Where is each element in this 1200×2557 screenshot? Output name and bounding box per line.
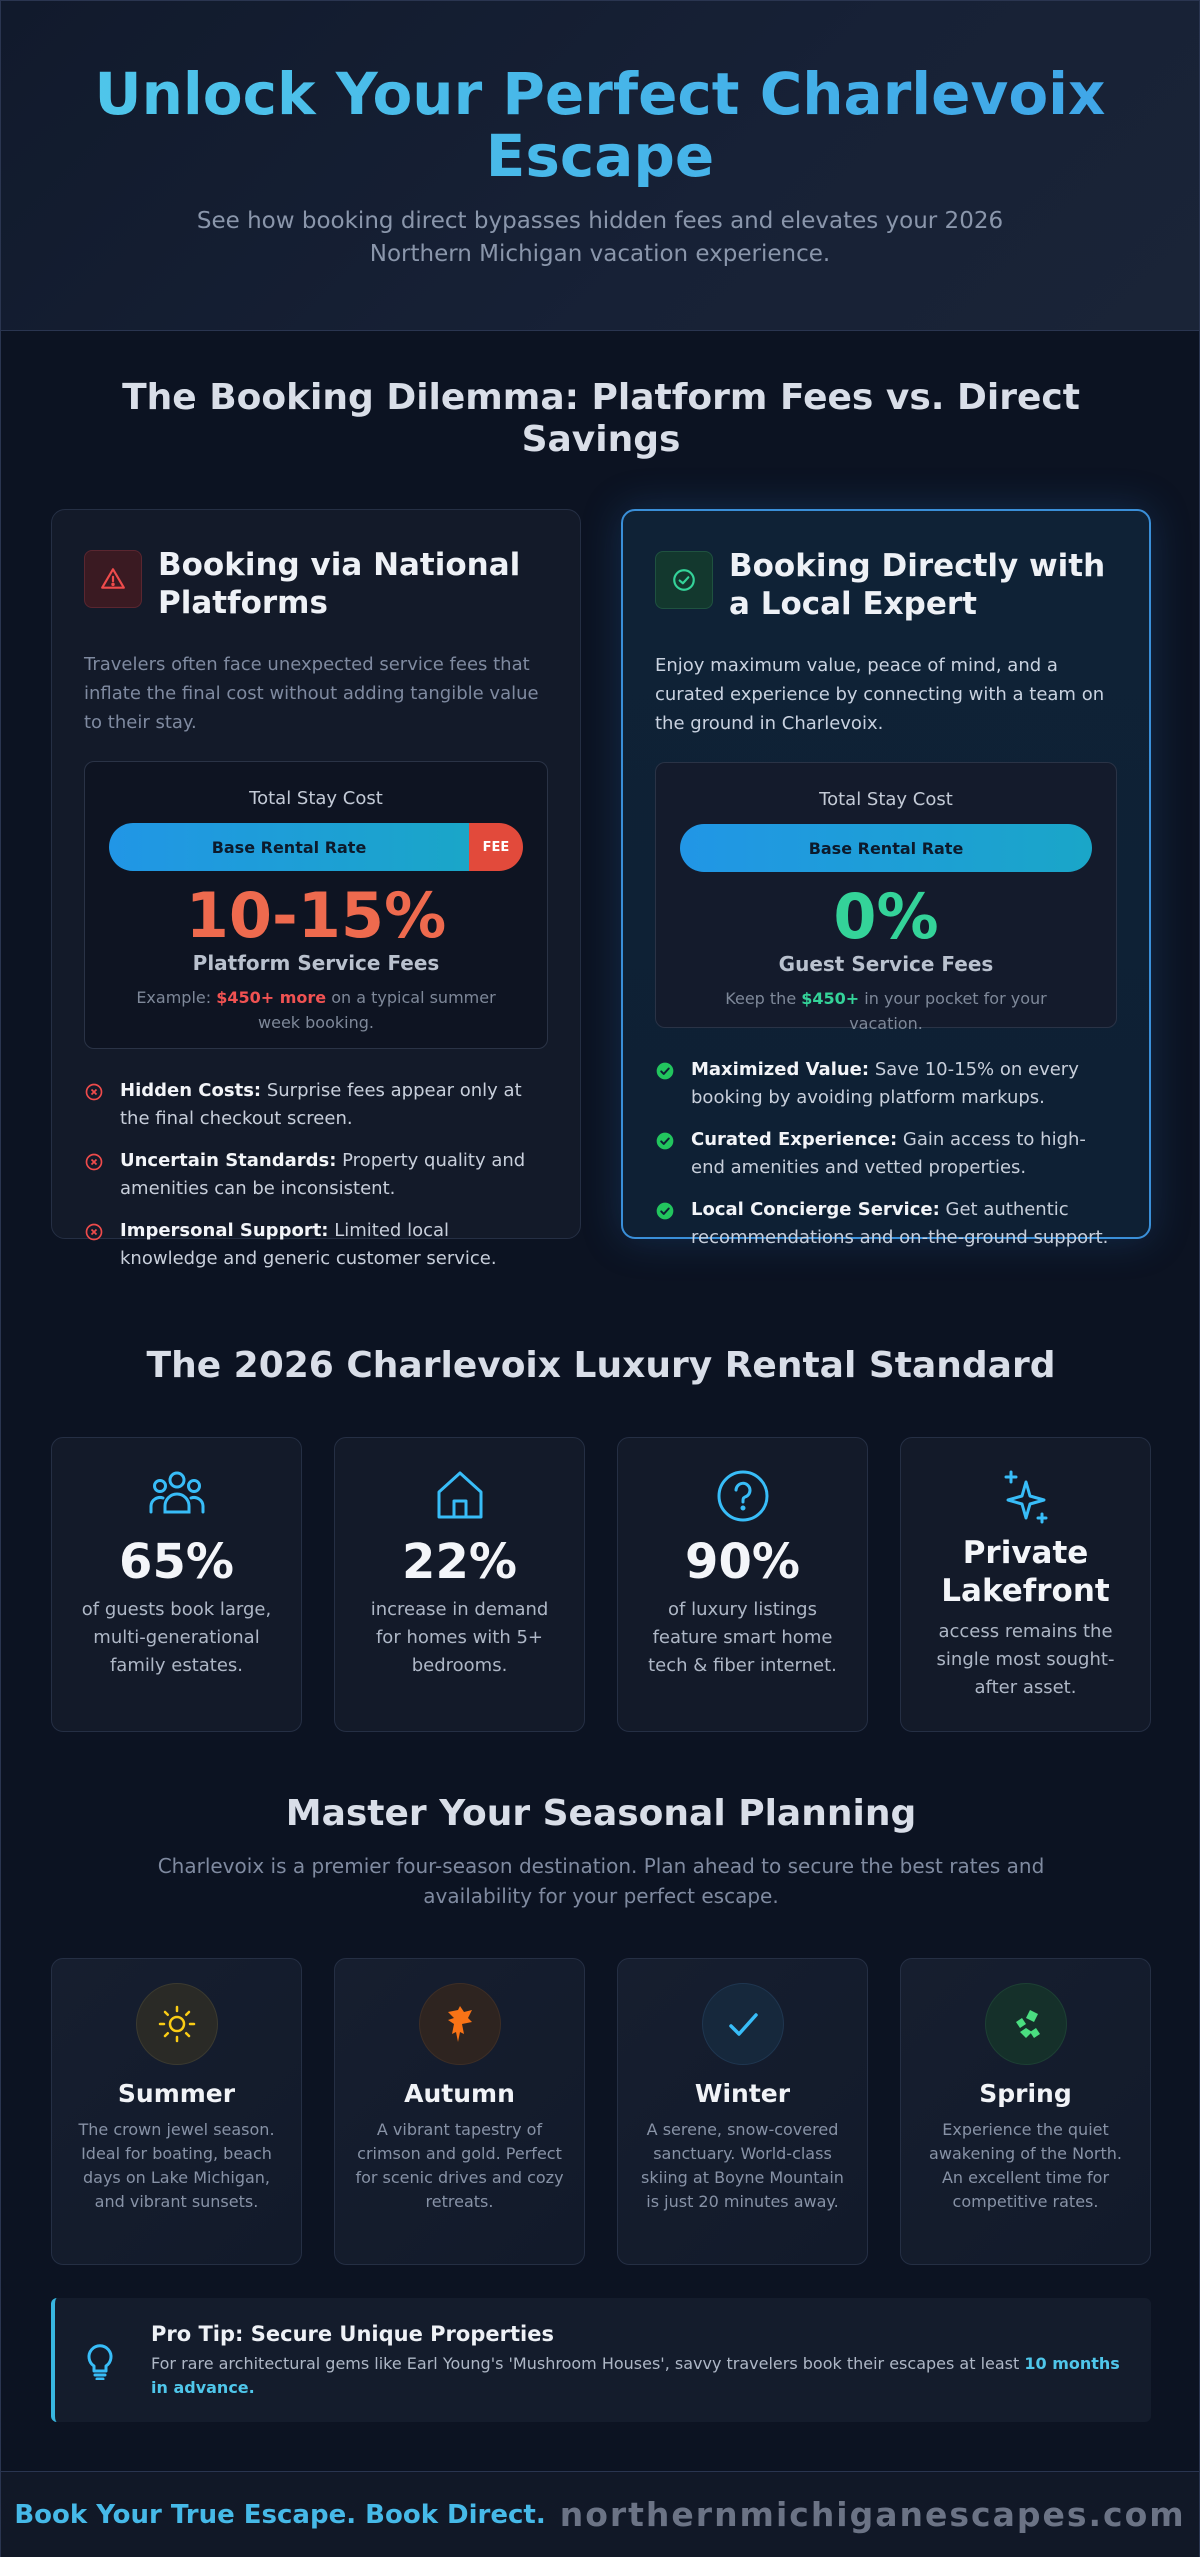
footer bbox=[1, 2471, 1199, 2557]
season-name: Summer bbox=[117, 2079, 236, 2108]
direct-cost-box bbox=[655, 762, 1117, 1033]
season-name: Spring bbox=[979, 2079, 1072, 2108]
season-description: Experience the quiet awakening of the North. An excellent time for competitive rates. bbox=[929, 2120, 1122, 2211]
sparkles-icon bbox=[901, 1468, 1150, 1524]
check-circle-icon bbox=[655, 551, 713, 609]
list-item: Maximized Value: Save 10-15% on every booking by avoiding platform markups. bbox=[655, 1056, 1117, 1112]
page-title: Unlock Your Perfect Charlevoix Escape bbox=[80, 63, 1120, 187]
fee-segment: FEE bbox=[469, 823, 523, 871]
platform-fee-example: Example: $450+ more on a typical summer week booking. bbox=[136, 988, 496, 1032]
stat-description: of guests book large, multi-generational family estates. bbox=[81, 1599, 272, 1676]
x-circle-icon bbox=[84, 1152, 104, 1172]
direct-savings-example: Keep the $450+ in your pocket for your vacation. bbox=[725, 989, 1047, 1033]
direct-fee-percent: 0% bbox=[833, 880, 939, 953]
direct-fee-label: Guest Service Fees bbox=[778, 952, 994, 976]
stat-description: of luxury listings feature smart home tech & fiber internet. bbox=[648, 1599, 837, 1676]
season-description: The crown jewel season. Ideal for boating, beach days on Lake Michigan, and vibrant sunsets. bbox=[78, 2120, 275, 2211]
hero bbox=[1, 1, 1199, 331]
direct-card-description: Enjoy maximum value, peace of mind, and a curated experience by connecting with a team on the ground in Charlevoix. bbox=[655, 655, 1105, 734]
stat-value: 65% bbox=[119, 1534, 234, 1590]
pro-tip bbox=[51, 2298, 1151, 2422]
platform-fee-percent: 10-15% bbox=[185, 879, 447, 952]
pro-tip-title: Pro Tip: Secure Unique Properties bbox=[151, 2322, 554, 2346]
season-card-autumn bbox=[334, 1958, 585, 2265]
warning-icon bbox=[84, 550, 142, 608]
check-circle-icon bbox=[655, 1061, 675, 1081]
season-name: Autumn bbox=[404, 2079, 515, 2108]
list-item: Curated Experience: Gain access to high-end amenities and vetted properties. bbox=[655, 1126, 1117, 1182]
base-rate-segment: Base Rental Rate bbox=[680, 824, 1092, 872]
check-circle-icon bbox=[655, 1131, 675, 1151]
website-link[interactable]: northernmichiganescapes.com bbox=[559, 2495, 1186, 2534]
stat-value: Private Lakefront bbox=[941, 1535, 1110, 1609]
platform-fee-label: Platform Service Fees bbox=[192, 951, 440, 975]
platform-cost-box bbox=[84, 761, 548, 1049]
users-icon bbox=[52, 1468, 301, 1524]
sun-icon bbox=[136, 1983, 218, 2065]
list-item: Local Concierge Service: Get authentic recommendations and on-the-ground support. bbox=[655, 1196, 1117, 1252]
home-icon bbox=[335, 1468, 584, 1524]
check-circle-icon bbox=[655, 1201, 675, 1221]
platform-booking-card bbox=[51, 509, 581, 1269]
direct-booking-card bbox=[621, 509, 1151, 1248]
x-circle-icon bbox=[84, 1222, 104, 1242]
footer-cta: Book Your True Escape. Book Direct. bbox=[14, 2499, 546, 2530]
x-circle-icon bbox=[84, 1082, 104, 1102]
sprout-icon bbox=[985, 1983, 1067, 2065]
dilemma-title: The Booking Dilemma: Platform Fees vs. Direct Savings bbox=[122, 377, 1080, 460]
seasons-subtitle: Charlevoix is a premier four-season destination. Plan ahead to secure the best rates and availability for your perfect escape. bbox=[157, 1854, 1045, 1908]
season-description: A serene, snow-covered sanctuary. World-class skiing at Boyne Mountain is just 20 minutes away. bbox=[641, 2120, 844, 2211]
cost-bar bbox=[680, 824, 1092, 872]
season-card-winter bbox=[617, 1958, 868, 2265]
direct-card-title: Booking Directly with a Local Expert bbox=[729, 548, 1106, 622]
question-icon bbox=[618, 1468, 867, 1524]
platform-card-description: Travelers often face unexpected service fees that inflate the final cost without adding tangible value to their stay. bbox=[84, 654, 539, 733]
platform-drawbacks-list bbox=[84, 1077, 548, 1273]
season-name: Winter bbox=[694, 2079, 791, 2108]
season-card-summer bbox=[51, 1958, 302, 2265]
stat-value: 90% bbox=[685, 1534, 800, 1590]
list-item: Uncertain Standards: Property quality and amenities can be inconsistent. bbox=[84, 1147, 548, 1203]
page-subtitle: See how booking direct bypasses hidden fees and elevates your 2026 Northern Michigan vacation experience. bbox=[196, 208, 1004, 267]
stat-description: increase in demand for homes with 5+ bedrooms. bbox=[370, 1599, 549, 1676]
cost-label: Total Stay Cost bbox=[249, 788, 383, 809]
leaf-icon bbox=[419, 1983, 501, 2065]
base-rate-segment: Base Rental Rate bbox=[109, 823, 469, 871]
check-icon bbox=[702, 1983, 784, 2065]
stat-card bbox=[51, 1437, 302, 1732]
stat-value: 22% bbox=[402, 1534, 517, 1590]
list-item: Impersonal Support: Limited local knowledge and generic customer service. bbox=[84, 1217, 548, 1273]
season-description: A vibrant tapestry of crimson and gold. Perfect for scenic drives and cozy retreats. bbox=[355, 2120, 564, 2211]
cost-label: Total Stay Cost bbox=[819, 789, 953, 810]
stat-card bbox=[334, 1437, 585, 1732]
pro-tip-text: For rare architectural gems like Earl Young's 'Mushroom Houses', savvy travelers book their escapes at least 10 months in advance. bbox=[151, 2354, 1120, 2397]
stat-card bbox=[900, 1437, 1151, 1732]
list-item: Hidden Costs: Surprise fees appear only at the final checkout screen. bbox=[84, 1077, 548, 1133]
standard-title: The 2026 Charlevoix Luxury Rental Standard bbox=[146, 1345, 1056, 1386]
season-card-spring bbox=[900, 1958, 1151, 2265]
seasons-title: Master Your Seasonal Planning bbox=[285, 1793, 917, 1834]
stat-card bbox=[617, 1437, 868, 1732]
platform-card-title: Booking via National Platforms bbox=[158, 547, 521, 621]
direct-benefits-list bbox=[655, 1056, 1117, 1252]
cost-bar bbox=[109, 823, 523, 871]
stat-description: access remains the single most sought-after asset. bbox=[936, 1621, 1115, 1698]
lightbulb-icon bbox=[83, 2340, 117, 2380]
